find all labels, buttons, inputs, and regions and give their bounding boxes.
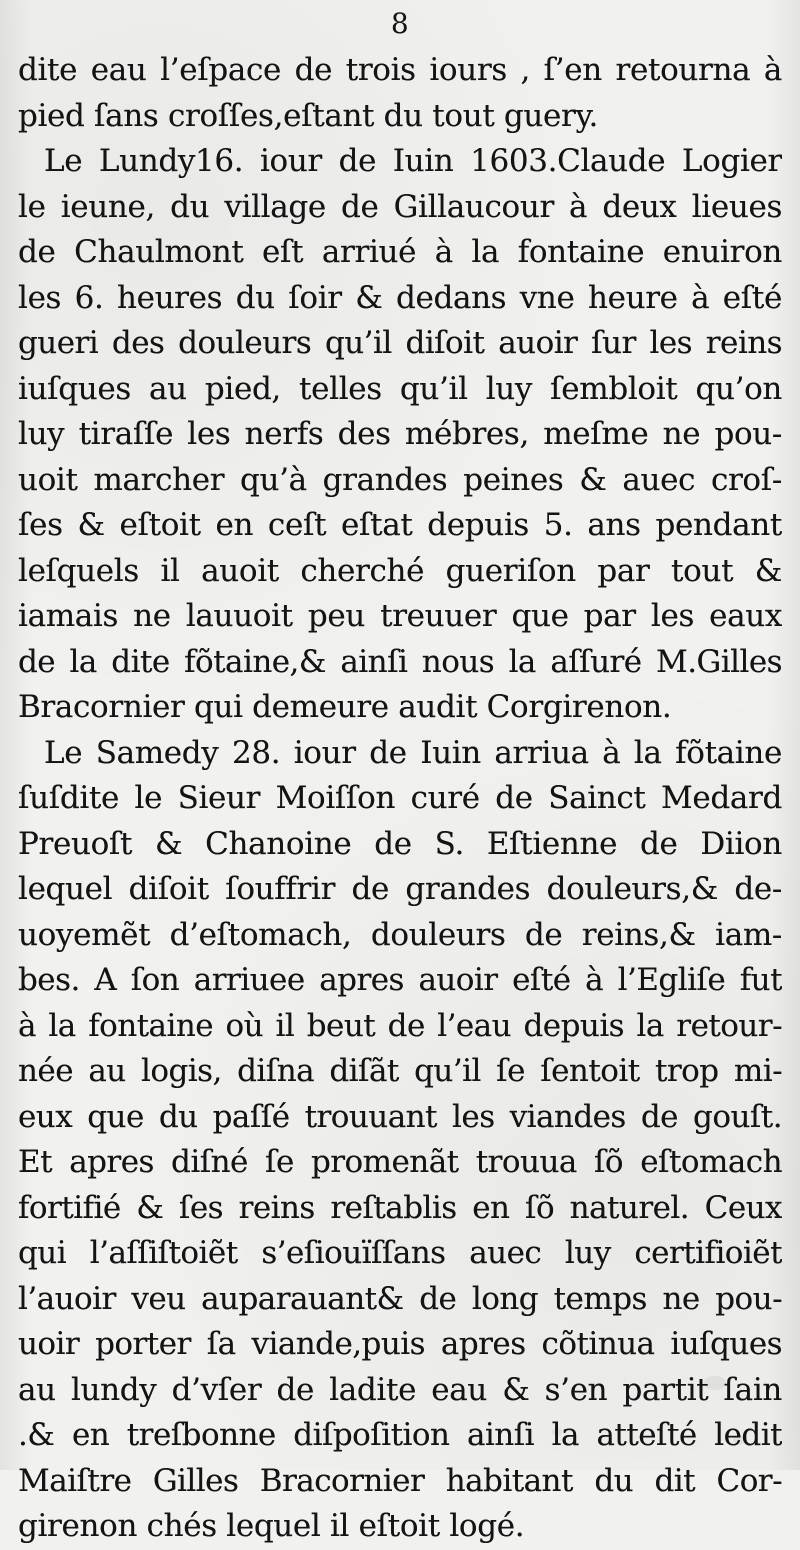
text-line-15: Bracornier qui demeure audit Corgirenon. xyxy=(18,689,672,725)
text-line-23: née au logis, diſna diſãt qu’il ſe ſentoit trop mi- xyxy=(18,1053,782,1089)
text-line-8: iuſques au pied, telles qu’il luy ſembloit qu’on xyxy=(18,370,782,407)
text-line-19: lequel diſoit ſouffrir de grandes douleurs,& de- xyxy=(18,871,782,907)
page-number: 8 xyxy=(390,7,410,40)
text-line-3: Le Lundy16. iour de Iuin 1603.Claude Logier xyxy=(44,143,782,179)
text-line-31: .& en treſbonne diſpoſition ainſi la atteſté ledit xyxy=(18,1417,782,1453)
text-line-16: Le Samedy 28. iour de Iuin arriua à la fõtaine xyxy=(44,734,782,771)
text-line-20: uoyemẽt d’eſtomach, douleurs de reins,& iam- xyxy=(18,916,782,953)
text-line-4: le ieune, du village de Gillaucour à deux lieues xyxy=(18,188,782,225)
text-line-28: l’auoir veu auparauant& de long temps ne pou- xyxy=(18,1280,782,1317)
text-line-30: au lundy d’vſer de ladite eau & s’en partit ſain xyxy=(18,1371,782,1408)
text-line-10: uoit marcher qu’à grandes peines & auec croſ- xyxy=(18,461,782,498)
text-line-26: fortifié & ſes reins reſtablis en ſõ naturel. Ceux xyxy=(18,1189,782,1226)
text-line-22: à la fontaine où il beut de l’eau depuis la retour- xyxy=(18,1007,782,1044)
text-line-1: dite eau l’eſpace de trois iours , ſ’en retourna à xyxy=(18,52,782,88)
text-line-21: bes. A ſon arriuee apres auoir eſté à l’Egliſe fut xyxy=(18,962,782,998)
text-line-25: Et apres diſné ſe promenãt trouua ſõ eſtomach xyxy=(18,1144,782,1180)
text-line-33: girenon chés lequel il eſtoit logé. xyxy=(18,1508,525,1544)
text-line-18: Preuoſt & Chanoine de S. Eſtienne de Diion xyxy=(18,825,782,862)
text-line-17: ſuſdite le Sieur Moiſſon curé de Sainct Medard xyxy=(18,780,782,816)
text-line-32: Maiſtre Gilles Bracornier habitant du dit Cor- xyxy=(18,1462,782,1499)
text-line-5: de Chaulmont eſt arriué à la fontaine enuiron xyxy=(18,234,782,270)
text-line-6: les 6. heures du ſoir & dedans vne heure à eſté xyxy=(18,279,782,316)
text-line-14: de la dite fõtaine,& ainſi nous la aſſuré M.Gilles xyxy=(18,643,782,680)
text-line-24: eux que du paſſé trouuant les viandes de gouſt. xyxy=(18,1098,782,1135)
text-line-7: gueri des douleurs qu’il diſoit auoir ſur les reins xyxy=(18,325,782,361)
body-text xyxy=(18,48,782,1550)
text-line-13: iamais ne lauuoit peu treuuer que par les eaux xyxy=(18,598,782,634)
text-line-2: pied ſans croſſes,eſtant du tout guery. xyxy=(18,97,599,134)
text-line-9: luy tiraſſe les nerfs des mébres, meſme ne pou- xyxy=(18,416,782,452)
text-line-27: qui l’aſſiſtoiẽt s’eſiouïſſans auec luy certifioiẽt xyxy=(18,1235,782,1271)
text-line-12: leſquels il auoit cherché gueriſon par tout & xyxy=(18,552,782,589)
text-line-11: ſes & eſtoit en ceſt eſtat depuis 5. ans pendant xyxy=(18,507,782,543)
text-line-29: uoir porter ſa viande,puis apres cõtinua iuſques xyxy=(18,1326,782,1362)
